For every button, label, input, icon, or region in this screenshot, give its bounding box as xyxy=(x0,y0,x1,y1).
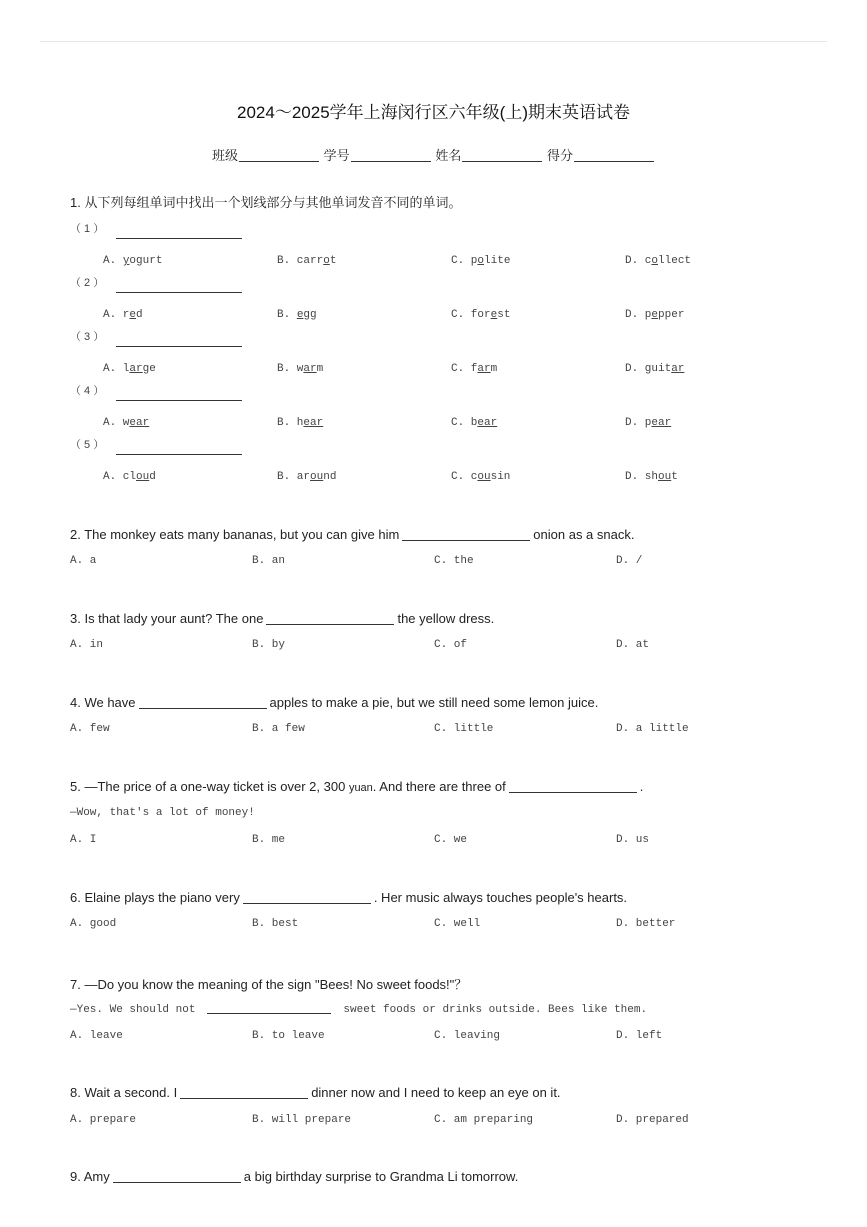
student-id-blank[interactable] xyxy=(351,149,431,162)
score-blank[interactable] xyxy=(574,149,654,162)
q8-stem xyxy=(70,1085,561,1100)
option-text: C. for xyxy=(451,309,491,321)
q2-option-a[interactable]: A. a xyxy=(70,555,97,567)
option-text-rest: sin xyxy=(490,471,511,483)
q5-option-c[interactable]: C. we xyxy=(434,834,468,846)
q5-text-before: 5. —The price of a one-way ticket is over 2, 300 xyxy=(70,779,346,794)
option-text-rest: nd xyxy=(323,471,337,483)
q4-options xyxy=(70,723,800,739)
q1-option-d[interactable] xyxy=(625,417,671,429)
option-text: D. p xyxy=(625,417,652,429)
q1-item-number: （ 2 ） xyxy=(70,277,105,289)
q5-answer-blank[interactable] xyxy=(509,780,637,793)
option-text: A. w xyxy=(103,417,130,429)
option-text: C. b xyxy=(451,417,478,429)
q9-stem xyxy=(70,1169,518,1184)
option-text: B. h xyxy=(277,417,304,429)
q5-stem xyxy=(70,779,643,794)
q4-option-b[interactable]: B. a few xyxy=(252,723,305,735)
q9-text-before: 9. Amy xyxy=(70,1169,110,1184)
q8-options xyxy=(70,1114,800,1130)
q1-prompt: 1. 从下列每组单词中找出一个划线部分与其他单词发音不同的单词。 xyxy=(70,195,462,210)
q8-option-c[interactable]: C. am preparing xyxy=(434,1114,534,1126)
name-blank[interactable] xyxy=(462,149,542,162)
q7-option-b[interactable]: B. to leave xyxy=(252,1030,325,1042)
exam-title: 2024～2025学年上海闵行区六年级(上)期末英语试卷 xyxy=(237,103,630,122)
q7-reply xyxy=(70,1002,647,1016)
q6-option-d[interactable]: D. better xyxy=(616,918,676,930)
name-label: 姓名 xyxy=(435,148,462,163)
q3-option-d[interactable]: D. at xyxy=(616,639,650,651)
q2-options xyxy=(70,555,800,571)
underlined-letters: ear xyxy=(129,417,150,429)
q6-options xyxy=(70,918,800,934)
score-label: 得分 xyxy=(546,148,573,163)
q1-option-b[interactable] xyxy=(277,363,323,375)
underlined-letters: o xyxy=(323,255,330,267)
q2-text-after: onion as a snack. xyxy=(533,527,635,542)
option-text: A. xyxy=(103,255,123,267)
q1-option-d[interactable] xyxy=(625,255,691,267)
option-text: D. sh xyxy=(625,471,659,483)
student-info-line xyxy=(0,145,867,164)
q5-unit: yuan xyxy=(348,782,373,794)
q6-option-c[interactable]: C. well xyxy=(434,918,481,930)
option-text: D. c xyxy=(625,255,652,267)
option-text-rest: t xyxy=(671,471,678,483)
underlined-letters: e xyxy=(296,309,304,321)
q2-option-d[interactable]: D. / xyxy=(616,555,643,567)
option-text-rest: ge xyxy=(142,363,156,375)
q2-answer-blank[interactable] xyxy=(402,528,530,541)
option-text-rest: m xyxy=(490,363,498,375)
underlined-letters: y xyxy=(122,255,130,267)
q1-answer-blank[interactable] xyxy=(116,226,242,239)
q1-option-d[interactable] xyxy=(625,309,684,321)
q1-option-b[interactable] xyxy=(277,471,336,483)
class-blank[interactable] xyxy=(239,149,319,162)
option-text: A. cl xyxy=(103,471,137,483)
q3-option-a[interactable]: A. in xyxy=(70,639,104,651)
q7-reply-before: —Yes. We should not xyxy=(70,1004,196,1016)
q3-stem xyxy=(70,611,494,626)
q1-option-b[interactable] xyxy=(277,255,336,267)
q1-option-a[interactable] xyxy=(103,471,156,483)
underlined-letters: e xyxy=(490,309,498,321)
q5-option-a[interactable]: A. I xyxy=(70,834,97,846)
q1-item-number: （ 1 ） xyxy=(70,223,105,235)
option-text: D. guit xyxy=(625,363,672,375)
underlined-letters: ou xyxy=(310,471,324,483)
q6-answer-blank[interactable] xyxy=(243,891,371,904)
q2-option-b[interactable]: B. an xyxy=(252,555,286,567)
q7-stem: 7. —Do you know the meaning of the sign "Bees! No sweet foods!"？ xyxy=(70,977,468,992)
q1-option-d[interactable] xyxy=(625,471,678,483)
option-text: B. xyxy=(277,309,297,321)
q1-option-b[interactable] xyxy=(277,309,317,321)
q5-options xyxy=(70,834,800,850)
q6-text-after: . Her music always touches people's hearts. xyxy=(373,890,628,905)
q6-option-a[interactable]: A. good xyxy=(70,918,117,930)
q8-text-before: 8. Wait a second. I xyxy=(70,1085,178,1100)
student-id-label: 学号 xyxy=(323,148,350,163)
q8-option-b[interactable]: B. will prepare xyxy=(252,1114,352,1126)
option-text-rest: gg xyxy=(303,309,317,321)
q1-option-a[interactable] xyxy=(103,417,149,429)
option-text-rest: t xyxy=(329,255,337,267)
q2-stem xyxy=(70,527,634,542)
option-text-rest: gurt xyxy=(136,255,163,267)
q7-options xyxy=(70,1030,800,1046)
q5-reply: —Wow, that's a lot of money! xyxy=(70,807,255,819)
option-text: B. w xyxy=(277,363,304,375)
underlined-letters: ear xyxy=(651,417,672,429)
underlined-letters: ar xyxy=(129,363,143,375)
q1-item-number: （ 5 ） xyxy=(70,439,105,451)
q1-option-a[interactable] xyxy=(103,309,143,321)
q1-answer-blank[interactable] xyxy=(116,280,242,293)
q1-item-number: （ 3 ） xyxy=(70,331,105,343)
q5-option-d[interactable]: D. us xyxy=(616,834,650,846)
q7-answer-blank[interactable] xyxy=(207,1002,331,1014)
option-text-rest: d xyxy=(149,471,156,483)
q1-option-a[interactable] xyxy=(103,255,162,267)
option-text: A. l xyxy=(103,363,130,375)
q6-option-b[interactable]: B. best xyxy=(252,918,299,930)
option-text: A. r xyxy=(103,309,130,321)
q3-option-b[interactable]: B. by xyxy=(252,639,286,651)
q1-option-a[interactable] xyxy=(103,363,156,375)
q1-option-b[interactable] xyxy=(277,417,323,429)
q1-answer-blank[interactable] xyxy=(116,388,242,401)
q3-text-before: 3. Is that lady your aunt? The one xyxy=(70,611,264,626)
q1-answer-blank[interactable] xyxy=(116,334,242,347)
q6-text-before: 6. Elaine plays the piano very xyxy=(70,890,240,905)
q7-option-c[interactable]: C. leaving xyxy=(434,1030,501,1042)
q4-option-d[interactable]: D. a little xyxy=(616,723,689,735)
option-text-plain: o xyxy=(129,255,137,267)
q2-text-before: 2. The monkey eats many bananas, but you can give him xyxy=(70,527,400,542)
top-rule xyxy=(40,41,827,42)
option-text-rest: st xyxy=(497,309,511,321)
q3-text-after: the yellow dress. xyxy=(397,611,495,626)
q1-option-d[interactable] xyxy=(625,363,684,375)
q7-option-d[interactable]: D. left xyxy=(616,1030,663,1042)
option-text-rest: pper xyxy=(658,309,685,321)
q1-option-c[interactable] xyxy=(451,309,510,321)
q1-option-c[interactable] xyxy=(451,255,510,267)
underlined-letters: e xyxy=(129,309,137,321)
q1-option-c[interactable] xyxy=(451,471,510,483)
underlined-letters: ar xyxy=(671,363,685,375)
q1-option-c[interactable] xyxy=(451,363,497,375)
underlined-letters: ar xyxy=(477,363,491,375)
underlined-letters: o xyxy=(477,255,485,267)
q6-stem xyxy=(70,890,627,905)
underlined-letters: e xyxy=(651,309,659,321)
option-text-rest: m xyxy=(316,363,324,375)
underlined-letters: ear xyxy=(477,417,498,429)
q4-option-c[interactable]: C. little xyxy=(434,723,494,735)
option-text: C. f xyxy=(451,363,478,375)
option-text: C. c xyxy=(451,471,478,483)
class-label: 班级 xyxy=(212,148,239,163)
underlined-letters: ou xyxy=(136,471,150,483)
q5-option-b[interactable]: B. me xyxy=(252,834,286,846)
q3-options xyxy=(70,639,800,655)
q7-option-a[interactable]: A. leave xyxy=(70,1030,123,1042)
q8-text-after: dinner now and I need to keep an eye on it. xyxy=(311,1085,561,1100)
q3-option-c[interactable]: C. of xyxy=(434,639,468,651)
q4-text-before: 4. We have xyxy=(70,695,136,710)
option-text-rest: lite xyxy=(484,255,511,267)
q8-answer-blank[interactable] xyxy=(180,1086,308,1099)
q2-option-c[interactable]: C. the xyxy=(434,555,474,567)
option-text: C. p xyxy=(451,255,478,267)
underlined-letters: ou xyxy=(658,471,672,483)
q4-answer-blank[interactable] xyxy=(139,696,267,709)
q4-option-a[interactable]: A. few xyxy=(70,723,110,735)
option-text: B. carr xyxy=(277,255,324,267)
q8-option-d[interactable]: D. prepared xyxy=(616,1114,689,1126)
option-text-rest: llect xyxy=(658,255,692,267)
option-text-rest: d xyxy=(136,309,143,321)
q1-answer-blank[interactable] xyxy=(116,442,242,455)
q5-text-mid: . And there are three of xyxy=(372,779,506,794)
underlined-letters: ar xyxy=(303,363,317,375)
q9-text-after: a big birthday surprise to Grandma Li tomorrow. xyxy=(243,1169,519,1184)
q1-option-c[interactable] xyxy=(451,417,497,429)
q9-answer-blank[interactable] xyxy=(113,1170,241,1183)
q4-stem xyxy=(70,695,598,710)
q3-answer-blank[interactable] xyxy=(266,612,394,625)
option-text: B. ar xyxy=(277,471,311,483)
q8-option-a[interactable]: A. prepare xyxy=(70,1114,137,1126)
underlined-letters: ou xyxy=(477,471,491,483)
q7-reply-after: sweet foods or drinks outside. Bees like them. xyxy=(343,1004,648,1016)
q5-text-after: . xyxy=(639,779,644,794)
q4-text-after: apples to make a pie, but we still need some lemon juice. xyxy=(269,695,599,710)
underlined-letters: o xyxy=(651,255,659,267)
underlined-letters: ear xyxy=(303,417,324,429)
option-text: D. p xyxy=(625,309,652,321)
q1-item-number: （ 4 ） xyxy=(70,385,105,397)
